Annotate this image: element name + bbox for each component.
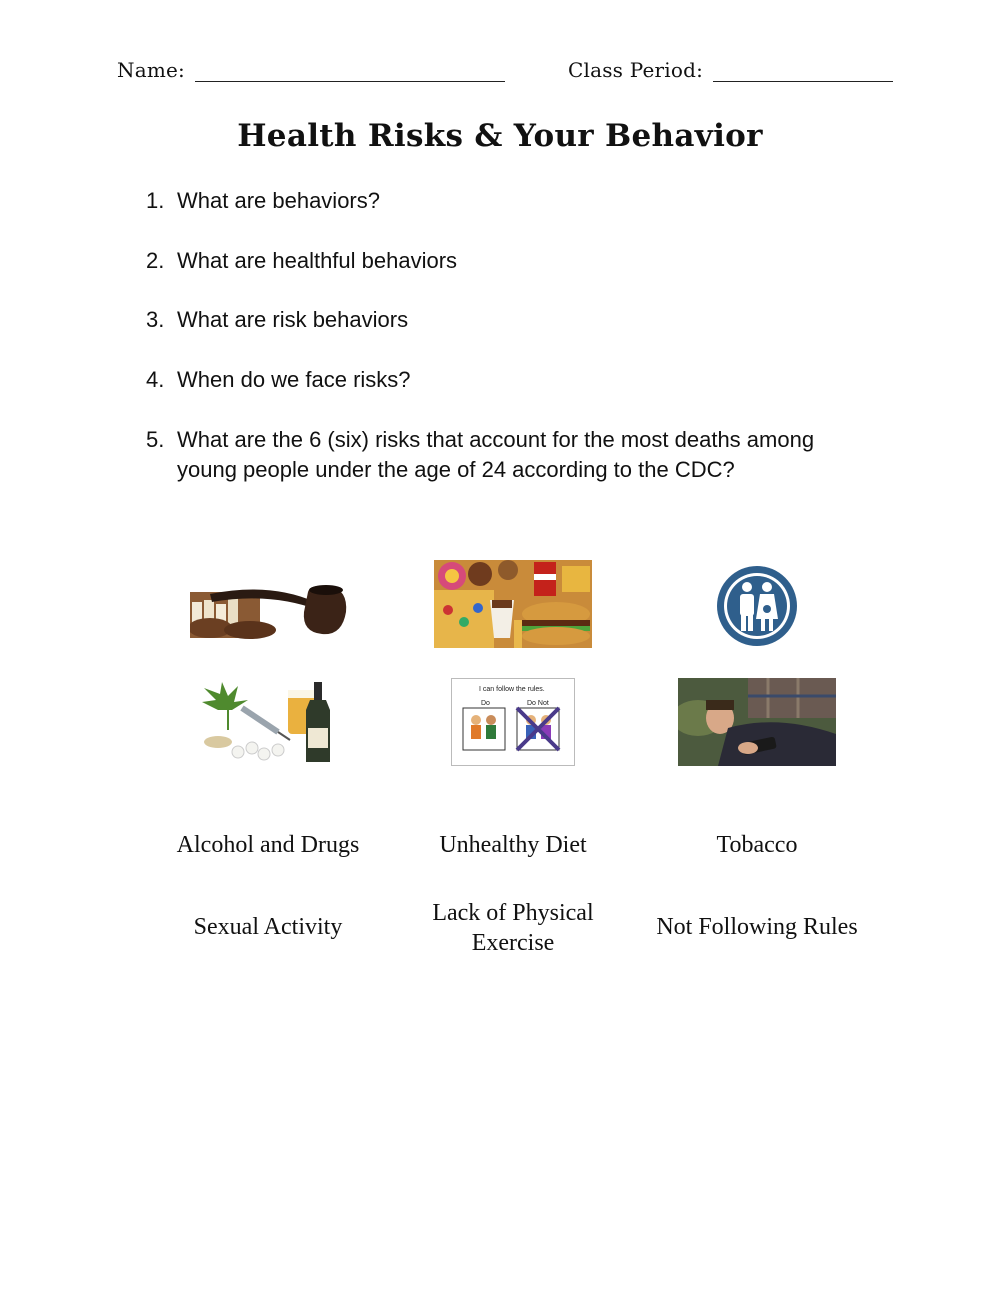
risk-label: Unhealthy Diet — [439, 832, 587, 858]
alcohol-drugs-image — [198, 680, 340, 764]
name-field[interactable] — [117, 58, 505, 82]
question-number: 2. — [146, 248, 165, 273]
question-item — [146, 186, 866, 216]
question-number: 1. — [146, 188, 165, 213]
risk-label: Lack of Physical Exercise — [432, 900, 594, 956]
rules-do-label: Do — [481, 700, 490, 707]
name-blank-line[interactable] — [195, 61, 505, 82]
name-label: Name: — [117, 58, 185, 82]
question-number: 5. — [146, 427, 165, 452]
question-item — [146, 425, 866, 485]
rules-do-not-label: Do Not — [527, 700, 549, 707]
question-item — [146, 246, 866, 276]
question-item — [146, 365, 866, 395]
question-item — [146, 305, 866, 335]
rules-chart-heading: I can follow the rules. — [479, 686, 545, 693]
question-number: 3. — [146, 307, 165, 332]
question-text: What are behaviors? — [177, 188, 380, 213]
tobacco-pipe-image — [190, 562, 348, 640]
junk-food-image — [434, 560, 592, 648]
class-period-blank-line[interactable] — [713, 61, 893, 82]
question-text: What are the 6 (six) risks that account for the most deaths among young people under the age of 24 according to the CDC? — [177, 427, 815, 482]
question-list — [146, 186, 866, 485]
risk-label: Alcohol and Drugs — [176, 832, 360, 858]
question-text: When do we face risks? — [177, 367, 411, 392]
question-text: What are risk behaviors — [177, 307, 409, 332]
rules-chart-image — [451, 678, 575, 766]
couple-icon — [716, 565, 798, 647]
class-period-field[interactable] — [568, 58, 893, 82]
page-title: Health Risks & Your Behavior — [237, 118, 763, 154]
question-text: What are healthful behaviors — [177, 248, 458, 273]
risk-label: Sexual Activity — [193, 914, 343, 940]
class-period-label: Class Period: — [568, 58, 704, 82]
question-number: 4. — [146, 367, 165, 392]
couch-potato-image — [678, 678, 836, 766]
risk-label: Not Following Rules — [656, 914, 858, 940]
risk-label: Tobacco — [716, 832, 798, 858]
